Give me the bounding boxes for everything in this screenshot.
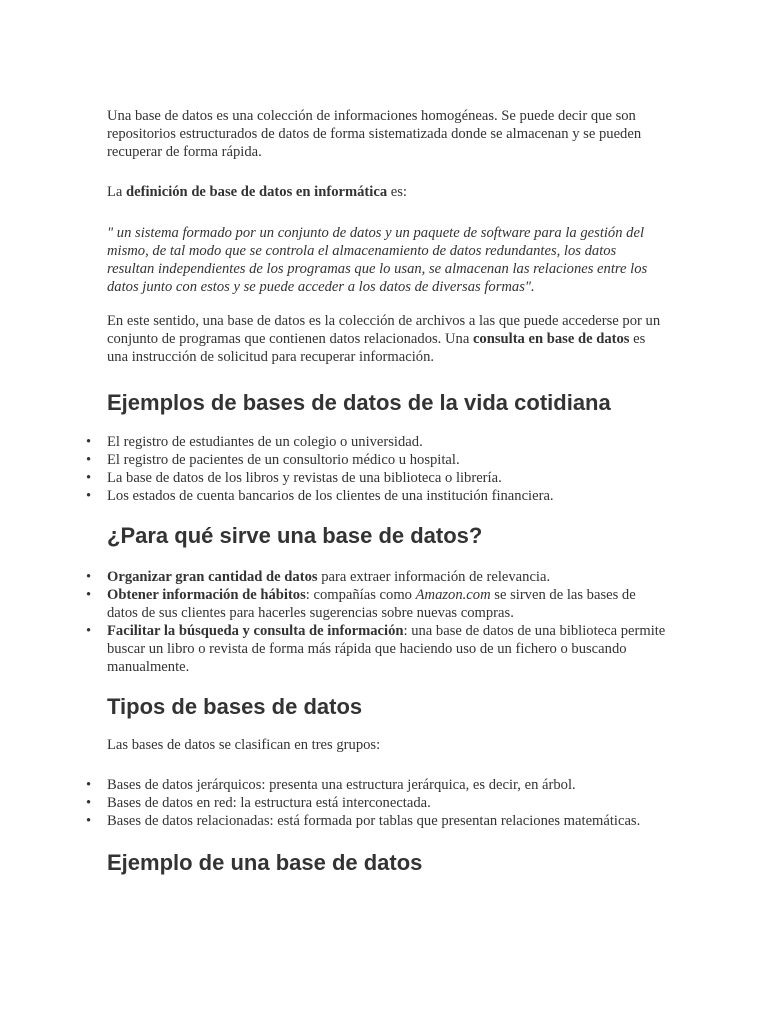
list-item: [86, 433, 667, 451]
list-item-text: Bases de datos relacionadas: está formada por tablas que presentan relaciones matemáticas.: [107, 813, 641, 829]
list-item-text: para extraer información de relevancia.: [317, 569, 551, 585]
list-item: [86, 568, 667, 586]
list-item-bold: Organizar gran cantidad de datos: [107, 569, 318, 585]
list-item-text: Bases de datos jerárquicos: presenta una estructura jerárquica, es decir, en árbol.: [107, 777, 576, 793]
bullet-icon: •: [86, 623, 92, 639]
purpose-list: [86, 568, 667, 676]
sense-text-after: es una instrucción de solicitud para recuperar información.: [107, 331, 646, 365]
bullet-icon: •: [86, 569, 92, 585]
list-item-text: : compañías como: [305, 587, 416, 603]
list-item: [86, 469, 667, 487]
bullet-icon: •: [86, 813, 92, 829]
heading-examples: Ejemplos de bases de datos de la vida cotidiana: [107, 390, 611, 415]
definition-bold: definición de base de datos en informática: [126, 184, 388, 200]
definition-quote: " un sistema formado por un conjunto de datos y un paquete de software para la gestión del mismo, de tal modo que se controla el almacenamiento de datos redundantes, los datos resultan independientes de los programas que lo usan, se almacenan las relaciones entre los datos junto con estos y se puede acceder a los datos de diversas formas".: [107, 225, 648, 295]
bullet-icon: •: [86, 470, 92, 486]
list-item-text: Los estados de cuenta bancarios de los clientes de una institución financiera.: [107, 488, 554, 504]
sense-paragraph: [107, 312, 667, 366]
definition-paragraph: [107, 183, 667, 201]
bullet-icon: •: [86, 452, 92, 468]
list-item-text: El registro de pacientes de un consultorio médico u hospital.: [107, 452, 460, 468]
definition-prefix: La: [107, 184, 127, 200]
intro-paragraph: Una base de datos es una colección de informaciones homogéneas. Se puede decir que son repositorios estructurados de datos de forma sistematizada donde se almacenan y se pueden recuperar de forma rápida.: [107, 108, 642, 160]
heading-example: Ejemplo de una base de datos: [107, 850, 423, 875]
list-item-text: La base de datos de los libros y revistas de una biblioteca o librería.: [107, 470, 502, 486]
types-intro: Las bases de datos se clasifican en tres grupos:: [107, 737, 381, 753]
bullet-icon: •: [86, 777, 92, 793]
list-item: [86, 776, 667, 794]
list-item: [86, 812, 667, 830]
list-item: [86, 794, 667, 812]
heading-types: Tipos de bases de datos: [107, 694, 363, 719]
bullet-icon: •: [86, 488, 92, 504]
definition-suffix: es:: [387, 184, 407, 200]
list-item-bold: Facilitar la búsqueda y consulta de información: [107, 623, 404, 639]
list-item-text: se sirven de las bases de datos de sus clientes para hacerles sugerencias sobre nuevas compras.: [107, 587, 636, 621]
sense-text-before: En este sentido, una base de datos es la colección de archivos a las que puede accederse por un conjunto de programas que contienen datos relacionados. Una: [107, 313, 661, 347]
list-item-italic: Amazon.com: [415, 587, 491, 603]
list-item-text: Bases de datos en red: la estructura está interconectada.: [107, 795, 431, 811]
list-item-text: El registro de estudiantes de un colegio o universidad.: [107, 434, 423, 450]
sense-bold: consulta en base de datos: [472, 331, 630, 347]
list-item: [86, 586, 667, 622]
list-item: [86, 487, 667, 505]
bullet-icon: •: [86, 795, 92, 811]
list-item-bold: Obtener información de hábitos: [107, 587, 306, 603]
heading-purpose: ¿Para qué sirve una base de datos?: [107, 523, 483, 548]
list-item-text: : una base de datos de una biblioteca permite buscar un libro o revista de forma más rápida que haciendo uso de un fichero o buscando manualmente.: [107, 623, 666, 675]
examples-list: [86, 433, 667, 505]
list-item: [86, 451, 667, 469]
types-list: [86, 776, 667, 830]
list-item: [86, 622, 667, 676]
bullet-icon: •: [86, 434, 92, 450]
bullet-icon: •: [86, 587, 92, 603]
